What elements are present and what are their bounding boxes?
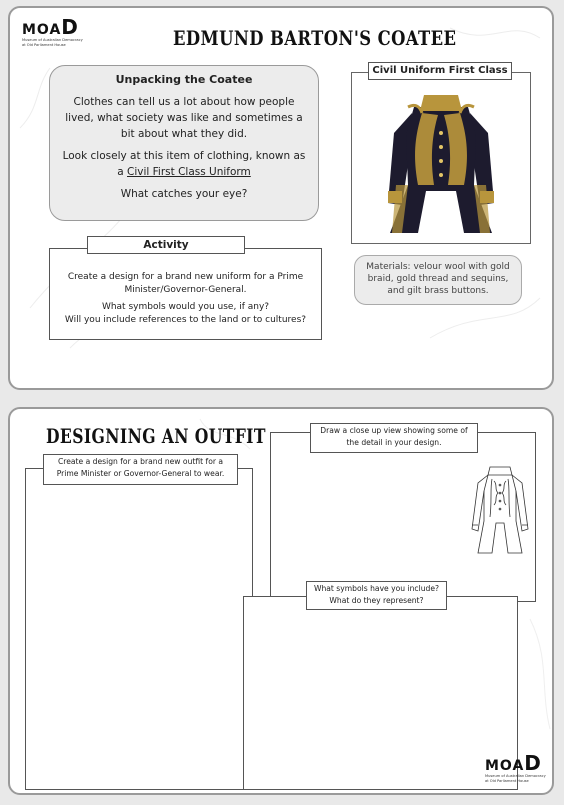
page-title: EDMUND BARTON'S COATEE	[173, 26, 457, 50]
outfit-design-area[interactable]	[25, 468, 253, 790]
coatee-photo-frame	[351, 72, 531, 244]
activity-panel	[49, 248, 322, 340]
activity-label: Activity	[87, 236, 245, 254]
coatee-sketch-icon	[468, 461, 532, 557]
unpacking-question: What catches your eye?	[120, 188, 248, 200]
coatee-photo	[352, 73, 530, 243]
symbols-prompt-line-1: What symbols have you include?	[313, 584, 440, 593]
detail-drawing-prompt: Draw a close up view showing some of the detail in your design.	[310, 423, 478, 453]
unpacking-prompt: Look closely at this item of clothing, known as a Civil First Class Uniform	[62, 150, 306, 178]
page-title: DESIGNING AN OUTFIT	[46, 424, 266, 448]
symbols-drawing-area[interactable]	[243, 596, 518, 790]
uniform-link[interactable]: Civil First Class Uniform	[127, 166, 251, 178]
activity-line-1: Create a design for a brand new uniform for a Prime Minister/Governor-General.	[67, 272, 304, 295]
worksheet-page-1	[8, 6, 554, 390]
unpacking-intro: Clothes can tell us a lot about how people lived, what society was like and sometimes a bit about what they did.	[65, 96, 303, 140]
activity-line-3: Will you include references to the land or to cultures?	[64, 315, 307, 325]
worksheet-page-2	[8, 407, 554, 795]
unpacking-panel	[49, 65, 319, 221]
symbols-prompt	[306, 581, 447, 610]
moad-logo: MOAD Museum of Australian Democracy at Old Parliament House	[22, 15, 83, 48]
unpacking-heading: Unpacking the Coatee	[115, 73, 253, 86]
outfit-design-prompt: Create a design for a brand new outfit for a Prime Minister or Governor-General to wear.	[43, 454, 238, 485]
moad-logo: MOAD Museum of Australian Democracy at Old Parliament House	[485, 751, 546, 784]
activity-line-2: What symbols would you use, if any?	[101, 302, 270, 312]
symbols-prompt-line-2: What do they represent?	[329, 596, 424, 605]
materials-note: Materials: velour wool with gold braid, gold thread and sequins, and gilt brass buttons.	[354, 255, 522, 305]
photo-label: Civil Uniform First Class	[368, 62, 512, 80]
